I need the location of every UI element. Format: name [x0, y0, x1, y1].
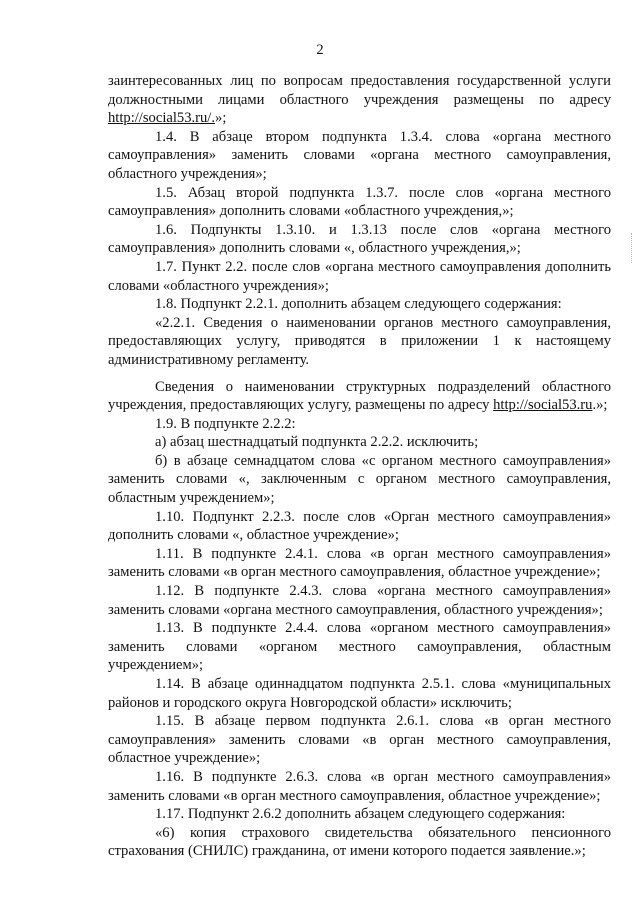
paragraph-1-9-a: а) абзац шестнадцатый подпункта 2.2.2. исключить; — [155, 434, 479, 451]
page-number: 2 — [316, 42, 324, 58]
paragraph-2-2-1: «2.2.1. Сведения о наименовании органов местного самоуправления, предоставляющих услугу, приводятся в приложении 1 к настоящему административному регламенту. — [108, 314, 611, 368]
paragraph-1-15: 1.15. В абзаце первом подпункта 2.6.1. слова «в орган местного самоуправления» заменить словами «в орган местного самоуправления, областное учреждение»; — [108, 713, 611, 767]
paragraph-1-4: 1.4. В абзаце втором подпункта 1.3.4. слова «органа местного самоуправления» заменить словами «органа местного самоуправления, областного учреждения»; — [108, 128, 611, 182]
paragraph-1-17: 1.17. Подпункт 2.6.2 дополнить абзацем следующего содержания: — [155, 806, 566, 823]
paragraph-6-snils: «6) копия страхового свидетельства обязательного пенсионного страхования (СНИЛС) гражданина, от имени которого подается заявление.»; — [108, 824, 611, 860]
paragraph-tail: »; — [215, 110, 227, 127]
paragraph-1-7: 1.7. Пункт 2.2. после слов «органа местного самоуправления дополнить словами «областного учреждения»; — [108, 258, 611, 294]
paragraph-1-9: 1.9. В подпункте 2.2.2: — [155, 415, 296, 432]
paragraph-1-9-b: б) в абзаце семнадцатом слова «с органом местного самоуправления» заменить словами «, заключенным с органом местного самоуправления, областным учреждением»; — [108, 452, 611, 507]
paragraph-structural-units — [108, 378, 611, 415]
paragraph-1-11: 1.11. В подпункте 2.4.1. слова «в орган местного самоуправления» заменить словами «в орган местного самоуправления, областное учреждение»; — [108, 545, 611, 581]
paragraph-text: заинтересованных лиц по вопросам предоставления государственной услуги должностными лицами областного учреждения размещены по адресу — [108, 73, 611, 108]
document-body — [108, 72, 611, 861]
paragraph-1-5: 1.5. Абзац второй подпункта 1.3.7. после слов «органа местного самоуправления» дополнить словами «областного учреждения,»; — [108, 184, 611, 220]
url-link[interactable]: http://social53.ru — [493, 397, 593, 414]
paragraph-1-12: 1.12. В подпункте 2.4.3. слова «органа местного самоуправления» заменить словами «органа местного самоуправления, областного учреждения»; — [108, 583, 611, 618]
paragraph-1-6: 1.6. Подпункты 1.3.10. и 1.3.13 после слов «органа местного самоуправления» дополнить словами «, областного учреждения,»; — [108, 221, 611, 257]
paragraph-1-14: 1.14. В абзаце одиннадцатом подпункта 2.5.1. слова «муниципальных районов и городского округа Новгородской области» исключить; — [108, 676, 611, 711]
url-link[interactable]: http://social53.ru/. — [108, 110, 216, 127]
scan-artifact — [631, 233, 634, 263]
paragraph-1-13: 1.13. В подпункте 2.4.4. слова «органом местного самоуправления» заменить словами «органом местного самоуправления, областным учреждением»; — [108, 620, 611, 674]
paragraph-1-16: 1.16. В подпункте 2.6.3. слова «в орган местного самоуправления» заменить словами «в орган местного самоуправления, областное учреждение»; — [108, 768, 611, 804]
paragraph-1-8: 1.8. Подпункт 2.2.1. дополнить абзацем следующего содержания: — [155, 296, 562, 313]
paragraph-tail: .»; — [592, 397, 608, 414]
paragraph-continuation — [108, 72, 611, 128]
paragraph-text: Сведения о наименовании структурных подразделений областного учреждения, предоставляющих услугу, размещены по адресу — [108, 378, 611, 414]
paragraph-1-10: 1.10. Подпункт 2.2.3. после слов «Орган местного самоуправления» дополнить словами «, областное учреждение»; — [108, 508, 611, 544]
